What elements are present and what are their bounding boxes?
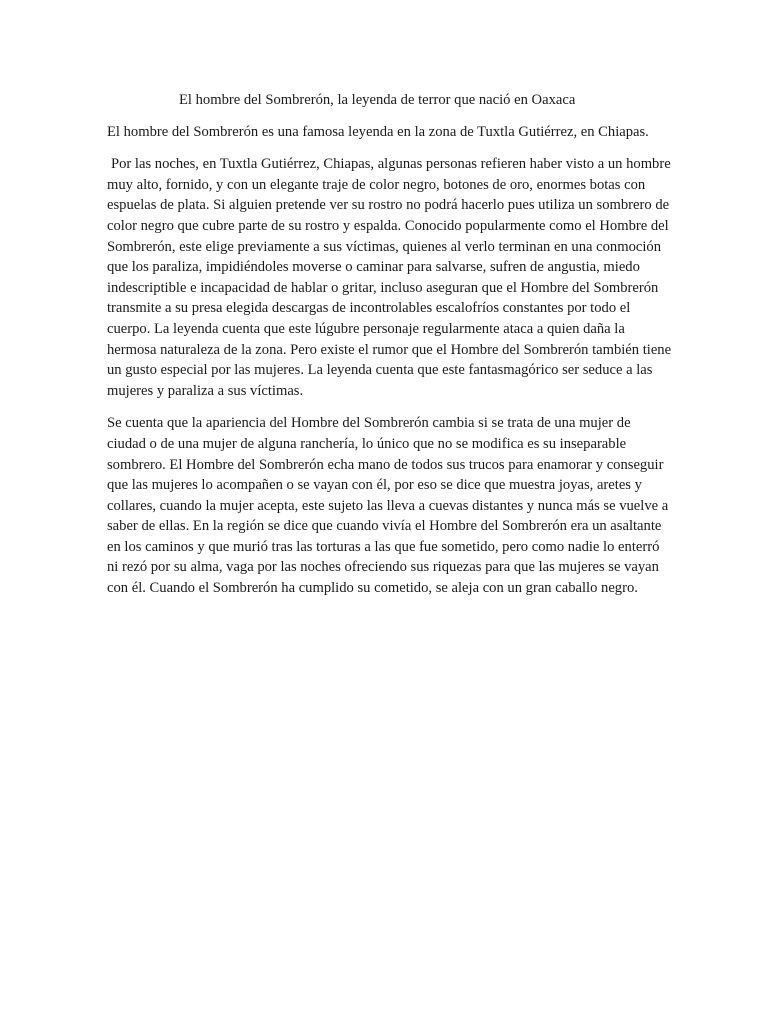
paragraph-2: Por las noches, en Tuxtla Gutiérrez, Chiapas, algunas personas refieren haber visto a un hombre muy alto, fornido, y con un elegante traje de color negro, botones de oro, enormes botas con espuelas de plata. Si alguien pretende ver su rostro no podrá hacerlo pues utiliza un sombrero de color negro que cubre parte de su rostro y espalda. Conocido popularmente como el Hombre del Sombrerón, este elige previamente a sus víctimas, quienes al verlo terminan en una conmoción que los paraliza, impidiéndoles moverse o caminar para salvarse, sufren de angustia, miedo indescriptible e incapacidad de hablar o gritar, incluso aseguran que el Hombre del Sombrerón transmite a su presa elegida descargas de incontrolables escalofríos constantes por todo el cuerpo. La leyenda cuenta que este lúgubre personaje regularmente ataca a quien daña la hermosa naturaleza de la zona. Pero existe el rumor que el Hombre del Sombrerón también tiene un gusto especial por las mujeres. La leyenda cuenta que este fantasmagórico ser seduce a las mujeres y paraliza a sus víctimas. — [107, 156, 672, 399]
document-body — [107, 90, 672, 611]
paragraph-3: Se cuenta que la apariencia del Hombre del Sombrerón cambia si se trata de una mujer de ciudad o de una mujer de alguna ranchería, lo único que no se modifica es su inseparable sombrero. El Hombre del Sombrerón echa mano de todos sus trucos para enamorar y conseguir que las mujeres lo acompañen o se vayan con él, por eso se dice que muestra joyas, aretes y collares, cuando la mujer acepta, este sujeto las lleva a cuevas distantes y nunca más se vuelve a saber de ellas. En la región se dice que cuando vivía el Hombre del Sombrerón era un asaltante en los caminos y que murió tras las torturas a las que fue sometido, pero como nadie lo enterró ni rezó por su alma, vaga por las noches ofreciendo sus riquezas para que las mujeres se vayan con él. Cuando el Sombrerón ha cumplido su cometido, se aleja con un gran caballo negro. — [107, 415, 669, 597]
document-title: El hombre del Sombrerón, la leyenda de terror que nació en Oaxaca — [179, 92, 576, 108]
paragraph-1: El hombre del Sombrerón es una famosa leyenda en la zona de Tuxtla Gutiérrez, en Chiapas. — [107, 123, 649, 140]
